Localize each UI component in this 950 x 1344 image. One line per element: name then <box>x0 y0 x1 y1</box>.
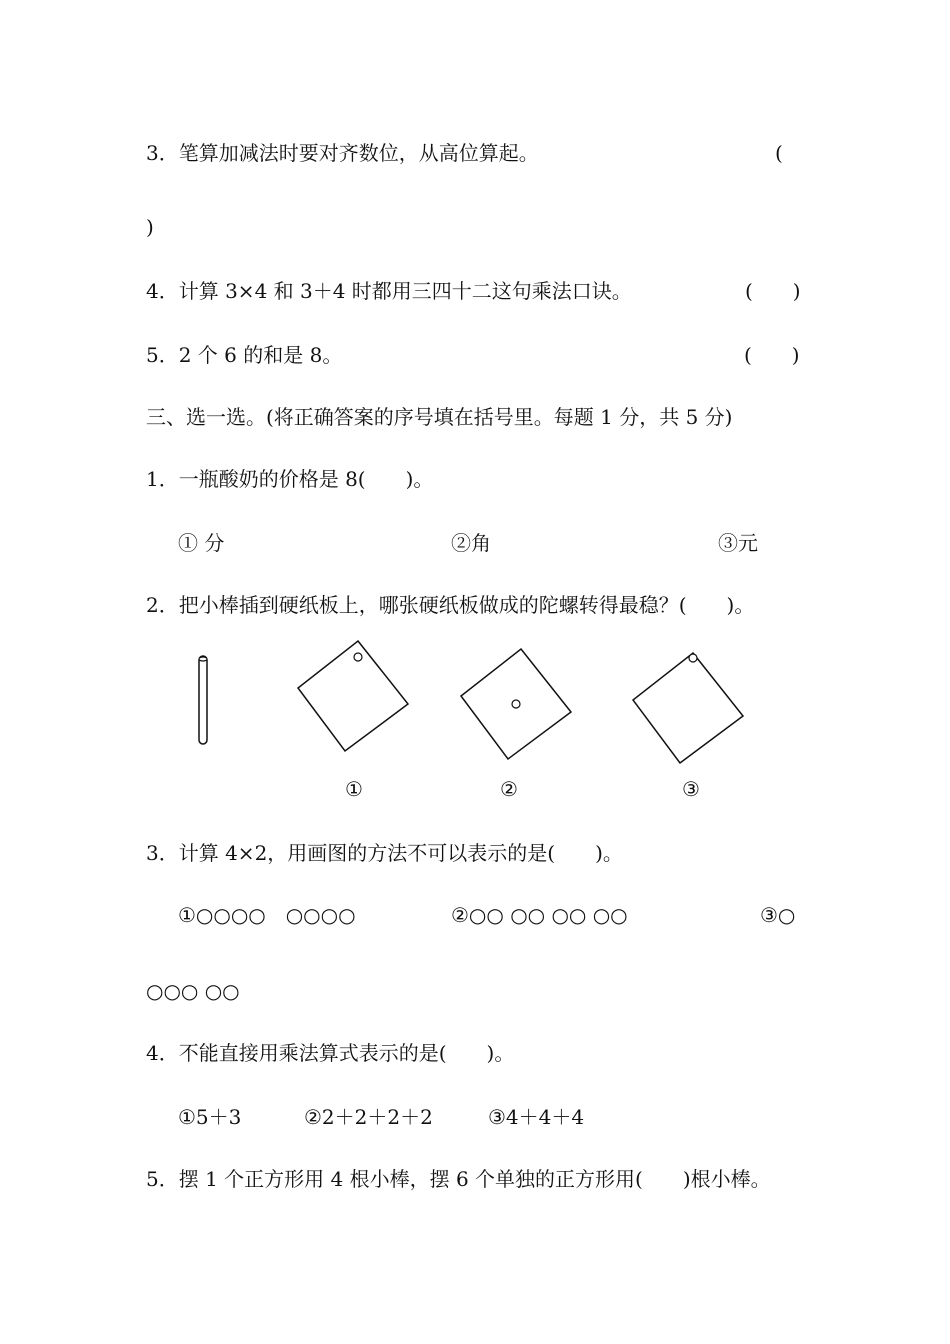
q4-option-2: ②2＋2＋2＋2 <box>304 1105 433 1129</box>
q4-option-1: ①5＋3 <box>178 1105 242 1129</box>
answer-paren-5[interactable]: ( ) <box>744 343 800 367</box>
figure-label-2: ② <box>500 777 518 801</box>
figure-label-3: ③ <box>682 777 700 801</box>
choice-question-3: 3．计算 4×2，用画图的方法不可以表示的是( )。 <box>146 841 623 865</box>
q3-option-2: ②○○ ○○ ○○ ○○ <box>451 903 628 927</box>
judge-question-3: 3．笔算加减法时要对齐数位，从高位算起。 <box>146 141 539 165</box>
choice-question-1: 1．一瓶酸奶的价格是 8( )。 <box>146 467 434 491</box>
answer-paren-close-3[interactable]: ) <box>146 215 154 239</box>
choice-question-5: 5．摆 1 个正方形用 4 根小棒，摆 6 个单独的正方形用( )根小棒。 <box>146 1167 771 1191</box>
cardboard-2-figure <box>456 644 576 764</box>
section-heading: 三、选一选。(将正确答案的序号填在括号里。每题 1 分，共 5 分) <box>146 405 733 429</box>
q3-option-1: ①○○○○ ○○○○ <box>178 903 356 927</box>
figure-label-1: ① <box>345 777 363 801</box>
q3-option-3: ③○ <box>760 903 796 927</box>
stick-figure <box>197 654 211 746</box>
q4-option-3: ③4＋4＋4 <box>488 1105 585 1129</box>
choice-question-2: 2．把小棒插到硬纸板上，哪张硬纸板做成的陀螺转得最稳？( )。 <box>146 593 755 617</box>
cardboard-3-figure <box>628 648 748 768</box>
q1-option-1: ① 分 <box>178 531 225 555</box>
q3-option-3-continued: ○○○ ○○ <box>146 979 240 1003</box>
answer-paren-4[interactable]: ( ) <box>745 279 801 303</box>
judge-question-5: 5．2 个 6 的和是 8。 <box>146 343 343 367</box>
cardboard-1-figure <box>293 636 413 756</box>
choice-question-4: 4．不能直接用乘法算式表示的是( )。 <box>146 1041 515 1065</box>
q1-option-2: ②角 <box>451 531 491 555</box>
judge-question-4: 4．计算 3×4 和 3＋4 时都用三四十二这句乘法口诀。 <box>146 279 632 303</box>
answer-paren-open-3[interactable]: ( <box>775 141 783 165</box>
q1-option-3: ③元 <box>718 531 758 555</box>
